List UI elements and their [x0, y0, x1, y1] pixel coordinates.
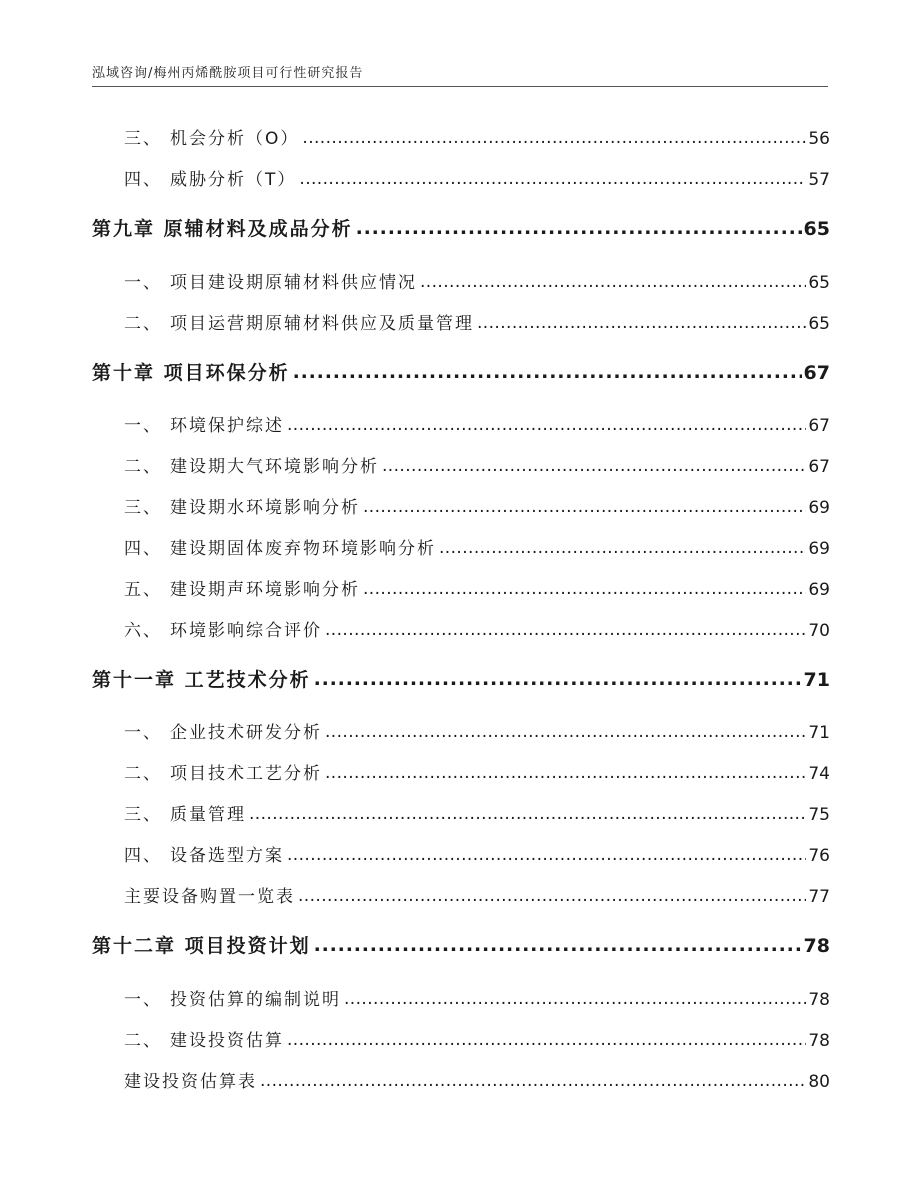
toc-entry-title: 环境影响综合评价 [170, 621, 322, 641]
toc-entry[interactable] [124, 616, 830, 641]
toc-chapter-page: 78 [803, 935, 830, 957]
toc-entry-title: 建设期声环境影响分析 [170, 580, 360, 600]
toc-entry-label [124, 493, 360, 518]
toc-chapter[interactable] [92, 358, 830, 385]
toc-entry-label [124, 1026, 284, 1051]
toc-entry-page: 56 [808, 129, 830, 149]
toc-entry-page: 74 [808, 764, 830, 784]
toc-entry[interactable] [124, 800, 830, 825]
toc-entry-label [124, 452, 379, 477]
toc-entry-title: 环境保护综述 [170, 416, 284, 436]
toc-entry-label [124, 268, 417, 293]
toc-entry-number: 一、 [124, 273, 162, 293]
toc-entry-number: 四、 [124, 170, 162, 190]
toc-entry-title: 建设期固体废弃物环境影响分析 [170, 539, 436, 559]
toc-entry-page: 57 [808, 170, 830, 190]
toc-entry-title: 设备选型方案 [170, 846, 284, 866]
toc-table-entry[interactable] [124, 882, 830, 907]
toc-leader-dots [314, 934, 802, 956]
toc-entry-label [124, 411, 284, 436]
toc-entry-title: 建设投资估算 [170, 1031, 284, 1051]
toc-entry-number: 一、 [124, 990, 162, 1010]
toc-leader-dots [299, 169, 806, 189]
toc-entry-page: 78 [808, 990, 830, 1010]
page-header: 泓域咨询/梅州丙烯酰胺项目可行性研究报告 [92, 66, 364, 81]
toc-leader-dots [287, 415, 806, 435]
toc-entry-label [124, 165, 296, 190]
toc-leader-dots [287, 1030, 806, 1050]
toc-entry[interactable] [124, 841, 830, 866]
toc-entry-label [124, 759, 322, 784]
toc-entry-title: 主要设备购置一览表 [124, 887, 295, 907]
toc-leader-dots [325, 722, 806, 742]
toc-leader-dots [477, 313, 806, 333]
toc-entry-page: 77 [808, 887, 830, 907]
toc-leader-dots [344, 989, 806, 1009]
toc-leader-dots [293, 361, 802, 383]
toc-leader-dots [260, 1071, 806, 1091]
toc-leader-dots [363, 579, 806, 599]
toc-leader-dots [302, 128, 806, 148]
toc-chapter-page: 71 [803, 669, 830, 691]
toc-entry-number: 四、 [124, 846, 162, 866]
toc-entry-label [124, 718, 322, 743]
header-divider [92, 86, 828, 87]
toc-entry-title: 项目运营期原辅材料供应及质量管理 [170, 314, 474, 334]
toc-entry-label [124, 616, 322, 641]
toc-entry-page: 69 [808, 580, 830, 600]
toc-entry-number: 三、 [124, 129, 162, 149]
toc-entry-label [124, 309, 474, 334]
toc-entry[interactable] [124, 718, 830, 743]
toc-leader-dots [356, 217, 802, 239]
toc-entry-number: 四、 [124, 539, 162, 559]
toc-chapter-title: 第十章 项目环保分析 [92, 362, 290, 384]
toc-chapter[interactable] [92, 214, 830, 241]
toc-entry[interactable] [124, 309, 830, 334]
toc-leader-dots [325, 763, 806, 783]
toc-chapter[interactable] [92, 665, 830, 692]
toc-entry-label [124, 575, 360, 600]
toc-entry[interactable] [124, 1026, 830, 1051]
toc-chapter[interactable] [92, 931, 830, 958]
toc-entry[interactable] [124, 165, 830, 190]
toc-entry-title: 建设期水环境影响分析 [170, 498, 360, 518]
toc-entry-page: 65 [808, 273, 830, 293]
toc-table-entry[interactable] [124, 1067, 830, 1092]
toc-entry-title: 投资估算的编制说明 [170, 990, 341, 1010]
toc-entry-page: 67 [808, 416, 830, 436]
toc-leader-dots [439, 538, 806, 558]
toc-entry-number: 六、 [124, 621, 162, 641]
toc-entry-title: 机会分析（O） [170, 129, 300, 149]
toc-entry-page: 76 [808, 846, 830, 866]
toc-leader-dots [382, 456, 806, 476]
toc-entry-page: 69 [808, 498, 830, 518]
toc-leader-dots [287, 845, 806, 865]
toc-entry-page: 75 [808, 805, 830, 825]
toc-chapter-title: 第九章 原辅材料及成品分析 [92, 218, 353, 240]
toc-entry[interactable] [124, 985, 830, 1010]
toc-leader-dots [363, 497, 806, 517]
toc-entry-label [124, 534, 436, 559]
toc-entry-number: 五、 [124, 580, 162, 600]
toc-entry-number: 一、 [124, 723, 162, 743]
toc-entry-number: 二、 [124, 314, 162, 334]
toc-leader-dots [298, 886, 806, 906]
toc-entry-title: 威胁分析（T） [170, 170, 297, 190]
toc-leader-dots [325, 620, 806, 640]
toc-entry-page: 65 [808, 314, 830, 334]
toc-entry-label [124, 124, 299, 149]
toc-entry-page: 67 [808, 457, 830, 477]
toc-entry-title: 建设期大气环境影响分析 [170, 457, 379, 477]
toc-entry[interactable] [124, 411, 830, 436]
toc-entry-title: 质量管理 [170, 805, 246, 825]
toc-entry[interactable] [124, 493, 830, 518]
toc-entry-number: 二、 [124, 764, 162, 784]
toc-entry-title: 建设投资估算表 [124, 1072, 257, 1092]
toc-entry[interactable] [124, 575, 830, 600]
toc-entry[interactable] [124, 452, 830, 477]
toc-entry[interactable] [124, 124, 830, 149]
toc-entry-number: 三、 [124, 498, 162, 518]
toc-leader-dots [314, 668, 802, 690]
toc-entry-number: 一、 [124, 416, 162, 436]
toc-entry[interactable] [124, 759, 830, 784]
toc-entry-label [124, 841, 284, 866]
toc-entry-page: 80 [808, 1072, 830, 1092]
toc-entry-number: 二、 [124, 457, 162, 477]
toc-entry-title: 企业技术研发分析 [170, 723, 322, 743]
toc-entry-page: 71 [808, 723, 830, 743]
toc-entry-page: 70 [808, 621, 830, 641]
toc-entry-label [124, 985, 341, 1010]
toc-chapter-page: 65 [803, 218, 830, 240]
toc-leader-dots [420, 272, 806, 292]
toc-chapter-page: 67 [803, 362, 830, 384]
toc-leader-dots [249, 804, 806, 824]
toc-entry[interactable] [124, 268, 830, 293]
toc-entry-page: 78 [808, 1031, 830, 1051]
toc-entry-number: 二、 [124, 1031, 162, 1051]
toc-entry-label [124, 800, 246, 825]
toc-chapter-title: 第十一章 工艺技术分析 [92, 669, 311, 691]
toc-entry-number: 三、 [124, 805, 162, 825]
toc-entry-title: 项目技术工艺分析 [170, 764, 322, 784]
toc-entry-page: 69 [808, 539, 830, 559]
toc-chapter-title: 第十二章 项目投资计划 [92, 935, 311, 957]
toc-entry-title: 项目建设期原辅材料供应情况 [170, 273, 417, 293]
toc-entry[interactable] [124, 534, 830, 559]
